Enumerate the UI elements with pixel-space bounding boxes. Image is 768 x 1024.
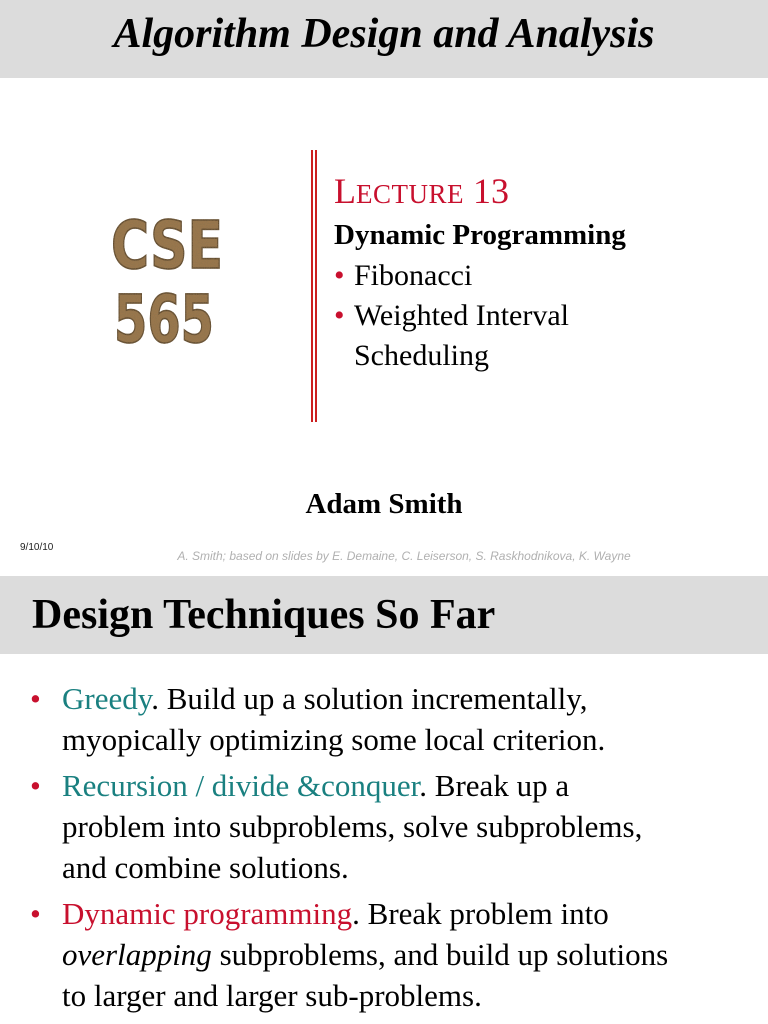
slide-1-title-bar bbox=[0, 0, 768, 78]
technique-term: Dynamic programming bbox=[62, 896, 353, 931]
bullet-text: . Break problem into bbox=[352, 896, 609, 931]
techniques-bullet-list bbox=[30, 678, 750, 1021]
bullet-dot: • bbox=[30, 768, 41, 803]
logo-line-cse: CSE bbox=[111, 207, 223, 284]
bullet-dot: • bbox=[30, 681, 41, 716]
slide-credit-footer: A. Smith; based on slides by E. Demaine, C. Leiserson, S. Raskhodnikova, K. Wayne bbox=[177, 549, 631, 563]
bullet-text: subproblems, and build up solutions bbox=[211, 937, 669, 972]
lecture-word: ECTURE bbox=[356, 179, 464, 209]
slide-date: 9/10/10 bbox=[20, 542, 54, 553]
author-name: Adam Smith bbox=[305, 488, 463, 520]
bullet-dot: • bbox=[334, 299, 345, 332]
bullet-dot: • bbox=[30, 896, 41, 931]
bullet-text: and combine solutions. bbox=[62, 850, 349, 885]
list-item bbox=[334, 256, 754, 296]
bullet-text: to larger and larger sub-problems. bbox=[62, 978, 482, 1013]
bullet-text: . Break up a bbox=[419, 768, 570, 803]
technique-term: Recursion / divide &conquer bbox=[62, 768, 420, 803]
list-item bbox=[334, 336, 754, 376]
slide-1-title: Algorithm Design and Analysis bbox=[113, 11, 655, 57]
bullet-text: Scheduling bbox=[354, 339, 489, 372]
technique-term: Greedy bbox=[62, 681, 152, 716]
slide-2-title: Design Techniques So Far bbox=[32, 592, 496, 638]
bullet-text: problem into subproblems, solve subproblems, bbox=[62, 809, 643, 844]
slide-2-title-bar bbox=[0, 576, 768, 654]
logo-line-565: 565 bbox=[114, 281, 214, 358]
slide-2 bbox=[0, 576, 768, 1024]
emphasis-overlapping: overlapping bbox=[62, 937, 212, 972]
lecture-bullet-list bbox=[334, 256, 754, 376]
list-item bbox=[334, 296, 754, 336]
lecture-heading bbox=[334, 170, 509, 215]
bullet-text: Fibonacci bbox=[354, 259, 473, 292]
bullet-dot: • bbox=[334, 259, 345, 292]
bullet-text: . Build up a solution incrementally, bbox=[151, 681, 588, 716]
cse-565-logo bbox=[102, 200, 232, 358]
bullet-text: Weighted Interval bbox=[354, 299, 569, 332]
vertical-divider bbox=[311, 150, 317, 422]
lecture-topic: Dynamic Programming bbox=[334, 219, 626, 251]
list-item bbox=[30, 893, 750, 1016]
lecture-number: 13 bbox=[473, 171, 509, 211]
list-item bbox=[30, 678, 750, 760]
lecture-first-letter: L bbox=[334, 171, 356, 211]
bullet-text: myopically optimizing some local criterion. bbox=[62, 722, 606, 757]
list-item bbox=[30, 765, 750, 888]
